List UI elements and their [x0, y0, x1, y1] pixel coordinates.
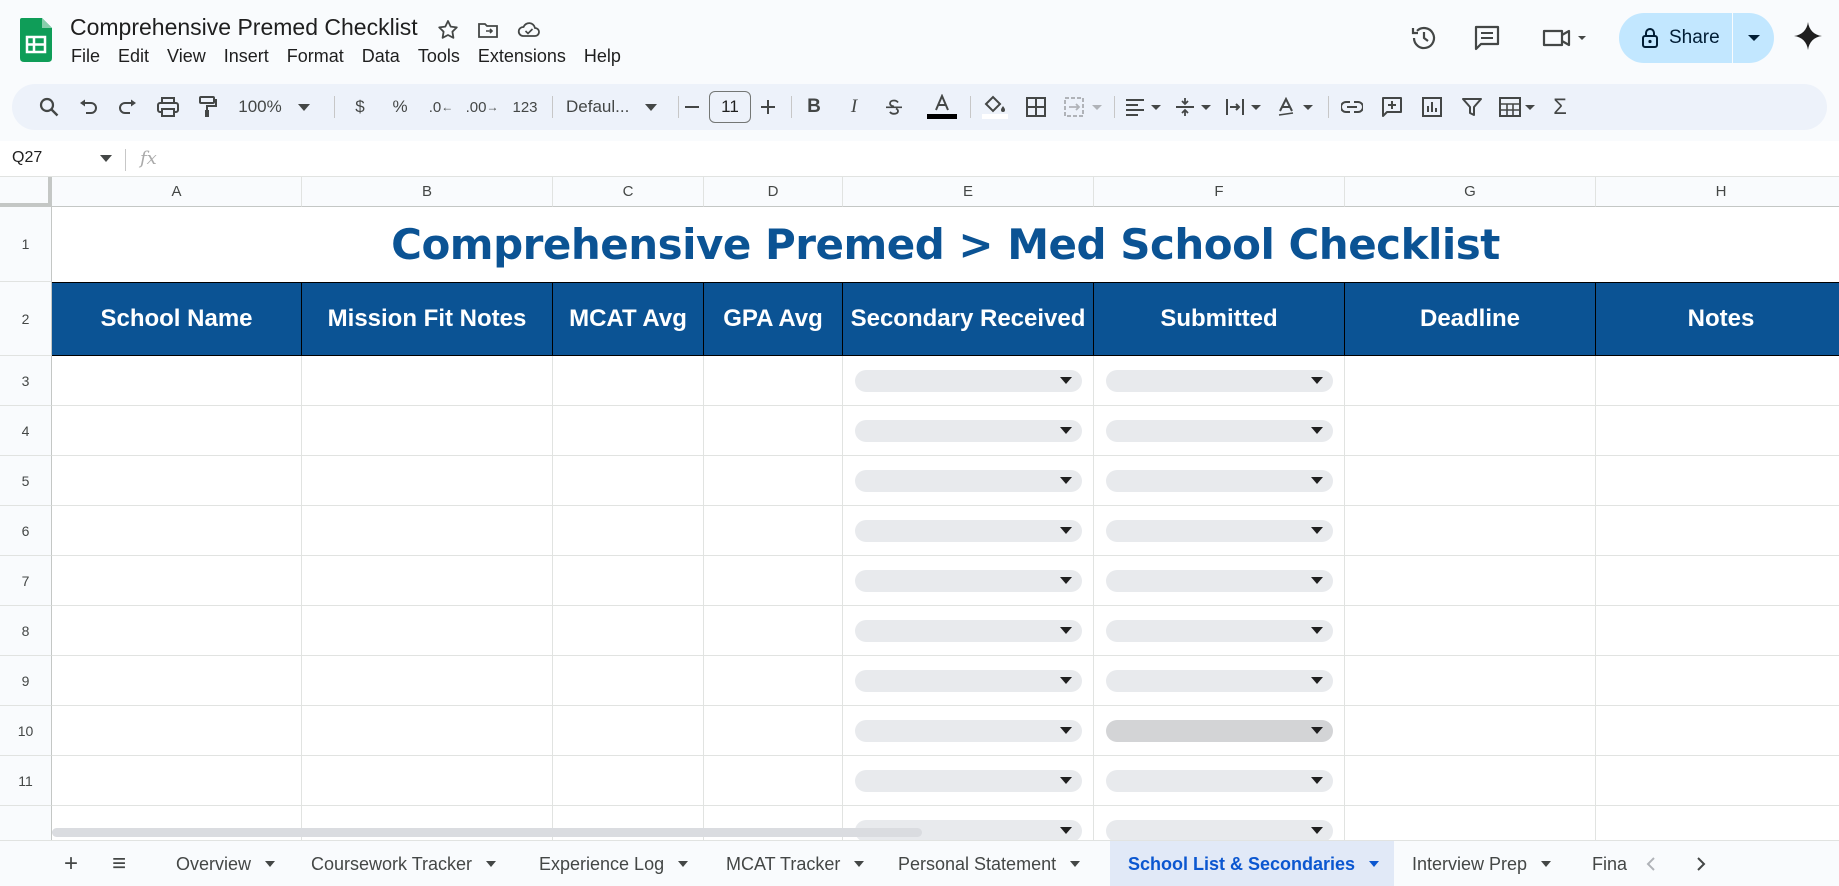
dropdown-chevron-down-icon: [1060, 577, 1072, 584]
cell-g10[interactable]: [1345, 706, 1596, 756]
toolbar-divider: [970, 96, 971, 118]
zoom-select[interactable]: [234, 84, 314, 130]
add-sheet-label: +: [63, 850, 78, 877]
functions-button[interactable]: [1546, 84, 1574, 130]
dropdown-chevron-down-icon: [1060, 527, 1072, 534]
horizontal-align-icon[interactable]: [1124, 84, 1166, 130]
dropdown-chip[interactable]: [855, 570, 1082, 592]
sheet-tab-label: Interview Prep: [1412, 853, 1528, 874]
cell-g11[interactable]: [1345, 756, 1596, 806]
scroll-tabs-right-chevron-icon[interactable]: [1686, 841, 1716, 886]
sheet-tab-chevron-down-icon[interactable]: [1541, 861, 1551, 867]
cell-g5[interactable]: [1345, 456, 1596, 506]
cell-d8[interactable]: [704, 606, 843, 656]
dropdown-chevron-down-icon: [1060, 427, 1072, 434]
text-rotation-icon[interactable]: [1276, 84, 1318, 130]
header-cell-mission-fit-notes[interactable]: Mission Fit Notes: [302, 282, 553, 356]
sheet-tab-chevron-down-icon[interactable]: [1369, 861, 1379, 867]
cell-h7[interactable]: [1596, 556, 1839, 606]
decrease-font-size-icon[interactable]: [679, 84, 705, 130]
row-header-8[interactable]: 8: [0, 606, 52, 656]
cell-a7[interactable]: [52, 556, 302, 606]
cell-b4[interactable]: [302, 406, 553, 456]
sheet-tab-overview[interactable]: [158, 841, 293, 886]
row-header-3[interactable]: 3: [0, 356, 52, 406]
all-sheets-button[interactable]: [104, 841, 134, 886]
cell-b3[interactable]: [302, 356, 553, 406]
column-header-e[interactable]: E: [843, 177, 1094, 207]
decrease-decimal-label: .0: [428, 98, 442, 116]
cell-c10[interactable]: [553, 706, 704, 756]
dropdown-chevron-down-icon: [1060, 827, 1072, 834]
insert-link-icon[interactable]: [1338, 84, 1366, 130]
cell-h4[interactable]: [1596, 406, 1839, 456]
header-cell-submitted[interactable]: Submitted: [1094, 282, 1345, 356]
name-box-chevron-down-icon[interactable]: [100, 155, 112, 162]
cell-a5[interactable]: [52, 456, 302, 506]
cell-a6[interactable]: [52, 506, 302, 556]
dropdown-chip[interactable]: [1106, 420, 1333, 442]
dropdown-chevron-down-icon: [1311, 577, 1323, 584]
cell-d5[interactable]: [704, 456, 843, 506]
cell-d7[interactable]: [704, 556, 843, 606]
cell-gpartial[interactable]: [1345, 806, 1596, 840]
sheet-tab-label: Overview: [176, 853, 252, 874]
sheet-tab-chevron-down-icon[interactable]: [486, 861, 496, 867]
cell-b7[interactable]: [302, 556, 553, 606]
dropdown-chevron-down-icon: [1060, 477, 1072, 484]
functions-label: Σ: [1553, 94, 1567, 119]
column-header-c[interactable]: C: [553, 177, 704, 207]
cell-g7[interactable]: [1345, 556, 1596, 606]
cell-h3[interactable]: [1596, 356, 1839, 406]
sheet-tab-chevron-down-icon[interactable]: [678, 861, 688, 867]
dropdown-chevron-down-icon: [1060, 627, 1072, 634]
fx-icon: fx: [140, 148, 157, 169]
bold-button[interactable]: [801, 84, 827, 130]
cell-c5[interactable]: [553, 456, 704, 506]
gemini-sparkle-icon[interactable]: [1792, 20, 1824, 52]
formula-bar: [0, 141, 1839, 177]
header-cell-notes[interactable]: Notes: [1596, 282, 1839, 356]
sheets-logo-icon[interactable]: [20, 18, 52, 62]
dropdown-chip[interactable]: [855, 620, 1082, 642]
formula-divider: [125, 149, 126, 171]
menu-edit[interactable]: Edit: [118, 46, 150, 66]
number-format-button[interactable]: [508, 84, 542, 130]
row-header-9[interactable]: 9: [0, 656, 52, 706]
dropdown-chip[interactable]: [1106, 820, 1333, 840]
cell-g4[interactable]: [1345, 406, 1596, 456]
cell-b8[interactable]: [302, 606, 553, 656]
cell-a4[interactable]: [52, 406, 302, 456]
dropdown-chevron-down-icon: [1060, 777, 1072, 784]
sheet-tab-label: Personal Statement: [898, 853, 1057, 874]
menu-data[interactable]: Data: [361, 46, 400, 66]
dropdown-chevron-down-icon: [1060, 727, 1072, 734]
font-family-value: Defaul...: [566, 97, 630, 116]
increase-decimal-button[interactable]: .00 →: [465, 98, 499, 116]
cell-d9[interactable]: [704, 656, 843, 706]
sheet-tab-label: MCAT Tracker: [726, 853, 841, 874]
borders-icon[interactable]: [1022, 84, 1050, 130]
dropdown-chevron-down-icon: [1311, 777, 1323, 784]
column-header-b[interactable]: B: [302, 177, 553, 207]
dropdown-chevron-down-icon: [1311, 727, 1323, 734]
share-button[interactable]: [1619, 13, 1774, 63]
number-format-label: 123: [512, 98, 538, 116]
cell-a3[interactable]: [52, 356, 302, 406]
zoom-value: 100%: [238, 97, 282, 116]
cloud-saved-icon[interactable]: [516, 18, 540, 42]
paint-format-icon[interactable]: [194, 84, 222, 130]
menu-format[interactable]: Format: [286, 46, 344, 66]
cell-b11[interactable]: [302, 756, 553, 806]
increase-font-size-icon[interactable]: [755, 84, 781, 130]
share-label: Share: [1669, 27, 1720, 48]
menu-view[interactable]: View: [167, 46, 206, 66]
sheet-tab-chevron-down-icon[interactable]: [1070, 861, 1080, 867]
header-cell-deadline[interactable]: Deadline: [1345, 282, 1596, 356]
header-cell-school-name[interactable]: School Name: [52, 282, 302, 356]
menu-tools[interactable]: Tools: [417, 46, 460, 66]
dropdown-chip[interactable]: [1106, 620, 1333, 642]
dropdown-chevron-down-icon: [1311, 627, 1323, 634]
cell-d6[interactable]: [704, 506, 843, 556]
row-header-4[interactable]: 4: [0, 406, 52, 456]
toolbar: [12, 84, 1827, 130]
select-all-corner[interactable]: [0, 177, 52, 207]
text-wrapping-icon[interactable]: [1224, 84, 1266, 130]
add-sheet-button[interactable]: [56, 841, 86, 886]
cell-g9[interactable]: [1345, 656, 1596, 706]
cell-a8[interactable]: [52, 606, 302, 656]
dropdown-chevron-down-icon: [1311, 827, 1323, 834]
cell-b10[interactable]: [302, 706, 553, 756]
text-color-icon[interactable]: [926, 84, 958, 130]
table-views-icon[interactable]: [1498, 84, 1540, 130]
sheet-tab-bar: [0, 840, 1839, 886]
dropdown-chip[interactable]: [855, 470, 1082, 492]
cell-c6[interactable]: [553, 506, 704, 556]
formula-input[interactable]: [180, 149, 1820, 171]
sheet-tab-mcat-tracker[interactable]: [708, 841, 880, 886]
dropdown-chip[interactable]: [1106, 770, 1333, 792]
cell-d3[interactable]: [704, 356, 843, 406]
decrease-decimal-button[interactable]: .0 ←: [428, 98, 454, 116]
share-main-button[interactable]: [1619, 13, 1733, 63]
menu-help[interactable]: Help: [583, 46, 621, 66]
sheet-tab-personal-statement[interactable]: [880, 841, 1110, 886]
dropdown-chevron-down-icon: [1311, 677, 1323, 684]
toolbar-divider: [791, 96, 792, 118]
sheet-tab-experience-log[interactable]: [521, 841, 708, 886]
cell-c4[interactable]: [553, 406, 704, 456]
print-icon[interactable]: [154, 84, 182, 130]
cell-a10[interactable]: [52, 706, 302, 756]
cell-h11[interactable]: [1596, 756, 1839, 806]
increase-decimal-label: .00: [465, 98, 487, 116]
merge-cells-icon[interactable]: [1062, 84, 1106, 130]
italic-label: I: [850, 96, 858, 117]
dropdown-chip[interactable]: [855, 770, 1082, 792]
column-header-a[interactable]: A: [52, 177, 302, 207]
dropdown-chevron-down-icon: [1311, 527, 1323, 534]
cell-c9[interactable]: [553, 656, 704, 706]
filter-icon[interactable]: [1458, 84, 1486, 130]
row-header-2[interactable]: 2: [0, 282, 52, 356]
cell-g8[interactable]: [1345, 606, 1596, 656]
cell-c11[interactable]: [553, 756, 704, 806]
sheet-tab-chevron-down-icon[interactable]: [854, 861, 864, 867]
column-header-h[interactable]: H: [1596, 177, 1839, 207]
column-header-g[interactable]: G: [1345, 177, 1596, 207]
strikethrough-icon[interactable]: [881, 84, 907, 130]
cell-a9[interactable]: [52, 656, 302, 706]
row-header-partial[interactable]: [0, 806, 52, 840]
font-size-input[interactable]: 11: [709, 91, 751, 123]
cell-b5[interactable]: [302, 456, 553, 506]
dropdown-chevron-down-icon: [1311, 477, 1323, 484]
spreadsheet-grid[interactable]: [0, 177, 1839, 840]
row-header-6[interactable]: 6: [0, 506, 52, 556]
cell-h8[interactable]: [1596, 606, 1839, 656]
dropdown-chip[interactable]: [855, 370, 1082, 392]
header-cell-gpa-avg[interactable]: GPA Avg: [704, 282, 843, 356]
cell-d11[interactable]: [704, 756, 843, 806]
cell-h6[interactable]: [1596, 506, 1839, 556]
sheet-tab-label: Coursework Tracker: [311, 853, 473, 874]
dropdown-chip[interactable]: [855, 720, 1082, 742]
dropdown-chip[interactable]: [1106, 470, 1333, 492]
cell-d4[interactable]: [704, 406, 843, 456]
dropdown-chip[interactable]: [1106, 570, 1333, 592]
menu-bar: [62, 46, 630, 68]
share-options-chevron-down-icon[interactable]: [1733, 13, 1774, 63]
app-header: [0, 0, 1839, 78]
column-header-d[interactable]: D: [704, 177, 843, 207]
dropdown-chevron-down-icon: [1311, 427, 1323, 434]
version-history-icon[interactable]: [1408, 22, 1440, 54]
currency-label: $: [355, 97, 365, 116]
header-cell-secondary-received[interactable]: Secondary Received: [843, 282, 1094, 356]
menu-insert[interactable]: Insert: [223, 46, 269, 66]
header-cell-mcat-avg[interactable]: MCAT Avg: [553, 282, 704, 356]
cell-d10[interactable]: [704, 706, 843, 756]
star-icon[interactable]: [436, 18, 460, 42]
toolbar-divider: [1328, 96, 1329, 118]
cell-g6[interactable]: [1345, 506, 1596, 556]
meet-call-icon[interactable]: [1540, 22, 1590, 54]
move-folder-icon[interactable]: [476, 18, 500, 42]
document-title[interactable]: Comprehensive Premed Checklist: [70, 14, 418, 40]
row-header-1[interactable]: 1: [0, 207, 52, 282]
cell-c8[interactable]: [553, 606, 704, 656]
percent-format-button[interactable]: [386, 84, 414, 130]
sheet-tab-label: Fina: [1592, 853, 1628, 874]
dropdown-chip[interactable]: [855, 670, 1082, 692]
redo-icon[interactable]: [114, 84, 142, 130]
toolbar-divider: [1114, 96, 1115, 118]
all-sheets-label: ≡: [111, 850, 126, 877]
cell-b6[interactable]: [302, 506, 553, 556]
sheet-tab-label: School List & Secondaries: [1128, 853, 1356, 874]
vertical-align-icon[interactable]: [1174, 84, 1216, 130]
sheet-tab-interview-prep[interactable]: [1394, 841, 1574, 886]
cell-h9[interactable]: [1596, 656, 1839, 706]
dropdown-chip[interactable]: [1106, 370, 1333, 392]
cell-c7[interactable]: [553, 556, 704, 606]
italic-button[interactable]: [841, 84, 867, 130]
menu-extensions[interactable]: Extensions: [477, 46, 566, 66]
toolbar-divider: [552, 96, 553, 118]
cell-a11[interactable]: [52, 756, 302, 806]
comments-icon[interactable]: [1471, 22, 1503, 54]
insert-chart-icon[interactable]: [1418, 84, 1446, 130]
dropdown-chip[interactable]: [1106, 720, 1333, 742]
scroll-tabs-left-chevron-icon[interactable]: [1636, 841, 1666, 886]
cell-c3[interactable]: [553, 356, 704, 406]
dropdown-chevron-down-icon: [1311, 377, 1323, 384]
sheet-tab-chevron-down-icon[interactable]: [265, 861, 275, 867]
dropdown-chip[interactable]: [855, 420, 1082, 442]
undo-icon[interactable]: [74, 84, 102, 130]
cell-hpartial[interactable]: [1596, 806, 1839, 840]
dropdown-chip[interactable]: [1106, 670, 1333, 692]
dropdown-chevron-down-icon: [1060, 377, 1072, 384]
sheet-tab-coursework-tracker[interactable]: [293, 841, 521, 886]
fill-color-icon[interactable]: [980, 84, 1010, 130]
cell-h5[interactable]: [1596, 456, 1839, 506]
row-header-5[interactable]: 5: [0, 456, 52, 506]
lock-icon: [1641, 27, 1659, 49]
dropdown-chevron-down-icon: [1060, 677, 1072, 684]
toolbar-divider: [334, 96, 335, 118]
font-family-select[interactable]: [562, 84, 672, 130]
cell-b9[interactable]: [302, 656, 553, 706]
row-header-10[interactable]: 10: [0, 706, 52, 756]
dropdown-chip[interactable]: [855, 520, 1082, 542]
search-menus-icon[interactable]: [34, 84, 64, 130]
dropdown-chip[interactable]: [1106, 520, 1333, 542]
name-box[interactable]: Q27: [12, 149, 43, 166]
horizontal-scrollbar[interactable]: [52, 828, 922, 837]
sheet-tab-school-list-secondaries[interactable]: [1110, 841, 1394, 886]
row-header-7[interactable]: 7: [0, 556, 52, 606]
insert-comment-icon[interactable]: [1378, 84, 1406, 130]
cell-h10[interactable]: [1596, 706, 1839, 756]
sheet-tab-label: Experience Log: [539, 853, 665, 874]
percent-label: %: [392, 97, 408, 116]
bold-label: B: [807, 96, 821, 117]
row-header-11[interactable]: 11: [0, 756, 52, 806]
cell-g3[interactable]: [1345, 356, 1596, 406]
column-header-f[interactable]: F: [1094, 177, 1345, 207]
menu-file[interactable]: File: [71, 46, 101, 66]
sheet-title-cell[interactable]: Comprehensive Premed > Med School Checklist: [391, 220, 1500, 269]
currency-format-button[interactable]: [346, 84, 374, 130]
